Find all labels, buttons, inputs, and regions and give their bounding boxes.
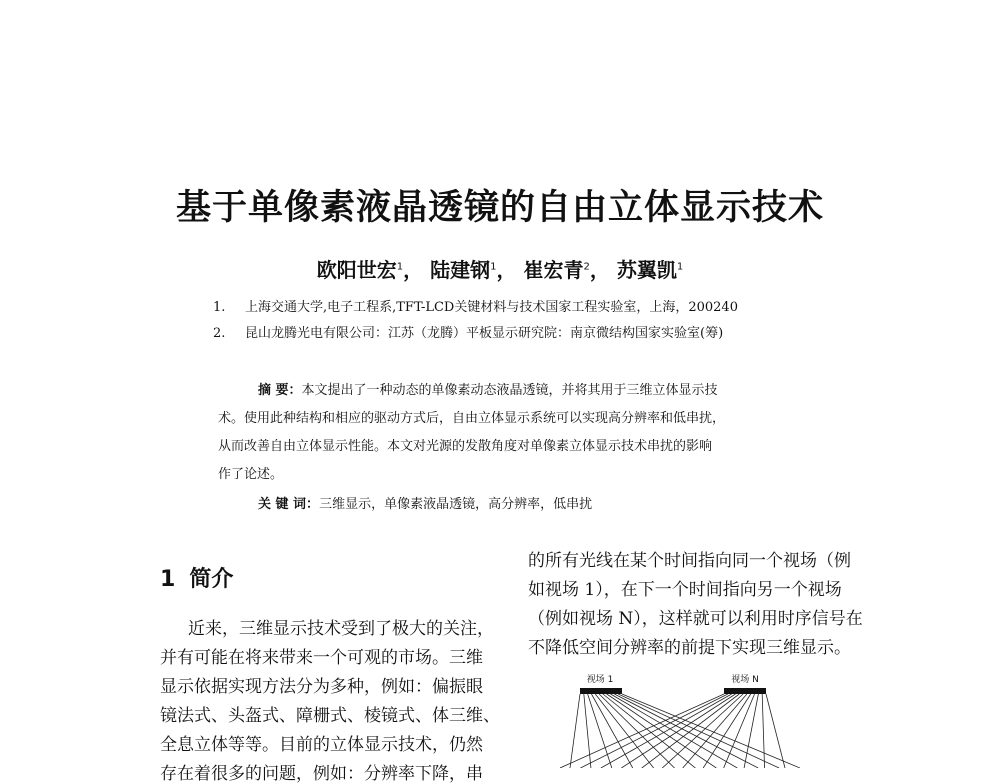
body-line: 如视场 1），在下一个时间指向另一个视场	[528, 580, 842, 600]
author: 陆建钢$^1$，	[430, 258, 517, 282]
affiliation: 2. 昆山龙腾光电有限公司：江苏（龙腾）平板显示研究院：南京微结构国家实验室(筹)	[213, 326, 724, 341]
light-ray	[744, 694, 758, 768]
light-ray	[570, 694, 580, 768]
light-ray	[580, 694, 727, 768]
abstract-line: 摘 要：本文提出了一种动态的单像素动态液晶透镜，并将其用于三维立体显示技	[258, 383, 718, 398]
view-zone-1-bar	[580, 688, 622, 694]
abstract-line: 从而改善自由立体显示性能。本文对光源的发散角度对单像素立体显示技术串扰的影响	[218, 439, 713, 454]
body-line: 存在着很多的问题，例如：分辨率下降，串	[160, 764, 483, 784]
light-ray	[762, 694, 764, 768]
abstract-label: 摘 要：	[258, 383, 302, 398]
light-ray	[595, 694, 653, 768]
body-line: 全息立体等等。目前的立体显示技术，仍然	[160, 735, 483, 755]
light-ray	[766, 694, 785, 768]
body-line: 镜法式、头盔式、障栅式、棱镜式、体三维、	[160, 706, 500, 726]
light-ray	[642, 694, 739, 768]
body-line: 并有可能在将来带来一个可观的市场。三维	[160, 648, 483, 668]
author: 崔宏青$^2$，	[523, 258, 610, 282]
light-rays	[560, 694, 800, 768]
abstract-line: 术。使用此种结构和相应的驱动方式后，自由立体显示系统可以实现高分辨率和低串扰，	[218, 411, 726, 426]
author: 苏翼凯$^1$	[616, 258, 684, 282]
keywords: 关 键 词：三维显示，单像素液晶透镜，高分辨率，低串扰	[258, 497, 593, 512]
light-ray	[588, 694, 612, 768]
keywords-label: 关 键 词：	[258, 497, 320, 512]
author-list	[0, 254, 1000, 283]
abstract-line: 作了论述。	[218, 467, 284, 482]
author: 欧阳世宏$^1$，	[316, 258, 424, 282]
body-line: （例如视场 N），这样就可以利用时序信号在	[528, 609, 863, 629]
view-zone-n-bar	[724, 688, 766, 694]
body-line: 的所有光线在某个时间指向同一个视场（例	[528, 551, 851, 571]
light-ray	[599, 694, 674, 768]
light-ray	[591, 694, 632, 768]
body-line: 近来，三维显示技术受到了极大的关注，	[188, 619, 494, 639]
light-ray	[724, 694, 755, 768]
affiliation: 1. 上海交通大学,电子工程系,TFT-LCD关键材料与技术国家工程实验室，上海，200240	[213, 300, 738, 315]
light-ray-figure	[560, 668, 800, 768]
figure-label-view-1: 视场 1	[586, 675, 614, 685]
figure-label-view-n: 视场 N	[731, 675, 759, 685]
section-heading: 1 简介	[160, 567, 234, 592]
light-ray	[614, 694, 758, 768]
paper-title: 基于单像素液晶透镜的自由立体显示技术	[175, 188, 824, 228]
body-line: 显示依据实现方法分为多种，例如：偏振眼	[160, 677, 483, 697]
body-line: 不降低空间分辨率的前提下实现三维显示。	[528, 638, 851, 658]
